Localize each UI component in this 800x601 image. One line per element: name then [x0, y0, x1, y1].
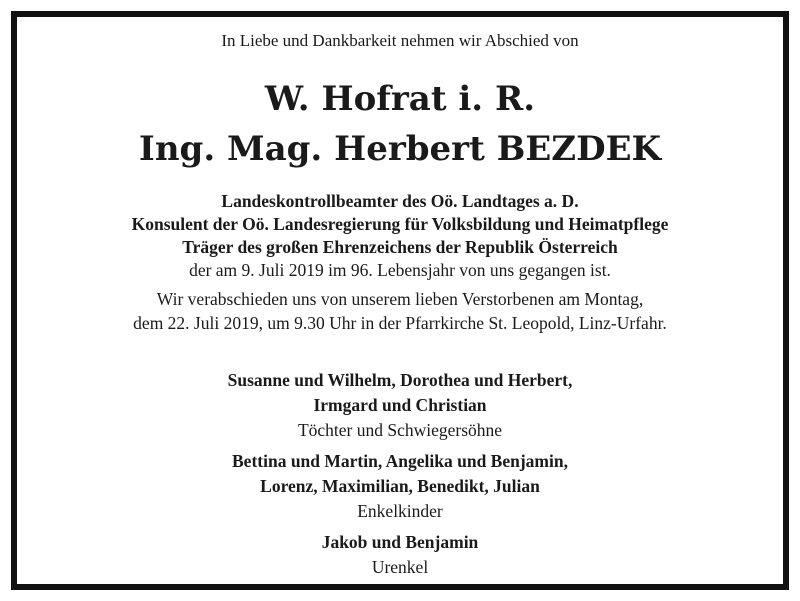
grandchildren-role: Enkelkinder	[357, 501, 443, 521]
honor-title-2: Konsulent der Oö. Landesregierung für Volksbildung und Heimatpflege	[131, 214, 669, 234]
children-names-1: Susanne und Wilhelm, Dorothea und Herbert,	[227, 370, 573, 390]
children-names-2: Irmgard und Christian	[313, 395, 487, 415]
honor-title-1: Landeskontrollbeamter des Oö. Landtages a. D.	[221, 191, 579, 211]
deceased-name: Ing. Mag. Herbert BEZDEK	[138, 129, 662, 169]
honor-title-3: Träger des großen Ehrenzeichens der Republik Österreich	[182, 237, 618, 257]
funeral-line-2: dem 22. Juli 2019, um 9.30 Uhr in der Pfarrkirche St. Leopold, Linz-Urfahr.	[133, 313, 667, 333]
grandchildren-names-1: Bettina und Martin, Angelika und Benjamin,	[232, 451, 568, 471]
intro-text: In Liebe und Dankbarkeit nehmen wir Abschied von	[221, 31, 579, 50]
great-grandchildren-role: Urenkel	[371, 557, 429, 577]
children-role: Töchter und Schwiegersöhne	[297, 420, 503, 440]
obituary-content	[17, 17, 783, 584]
death-date-line: der am 9. Juli 2019 im 96. Lebensjahr von uns gegangen ist.	[189, 260, 611, 280]
obituary-frame	[11, 11, 789, 590]
great-grandchildren-names: Jakob und Benjamin	[321, 532, 479, 552]
deceased-title: W. Hofrat i. R.	[264, 79, 536, 119]
grandchildren-names-2: Lorenz, Maximilian, Benedikt, Julian	[260, 476, 540, 496]
funeral-line-1: Wir verabschieden uns von unserem lieben Verstorbenen am Montag,	[156, 289, 644, 309]
